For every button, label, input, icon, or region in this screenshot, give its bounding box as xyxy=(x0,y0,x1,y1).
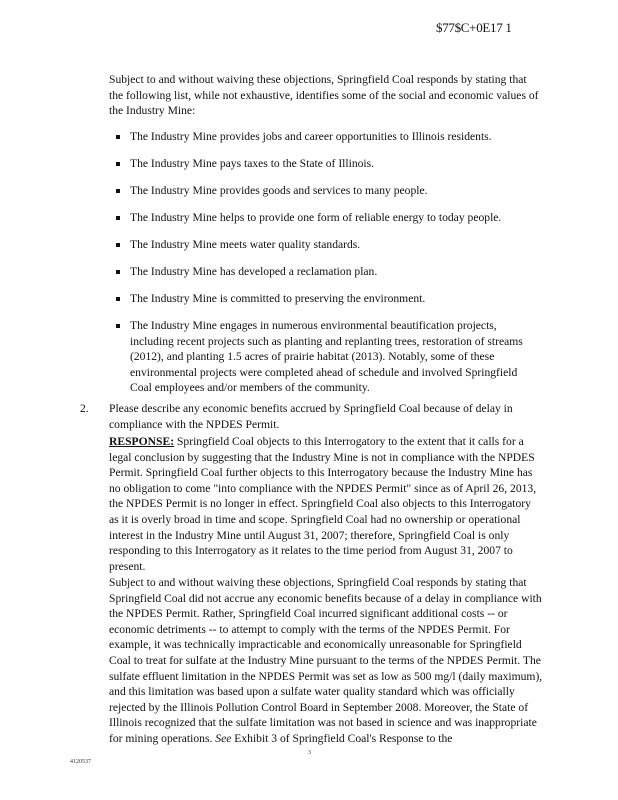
bullet-item xyxy=(130,264,542,280)
bullet-text: The Industry Mine provides goods and services to many people. xyxy=(130,184,428,197)
interrogatory-question: Please describe any economic benefits accrued by Springfield Coal because of delay in compliance with the NPDES Permit. xyxy=(109,402,513,431)
subject-paragraph xyxy=(109,575,543,747)
response-text: Springfield Coal objects to this Interrogatory to the extent that it calls for a legal conclusion by suggesting that the Industry Mine is not in compliance with the NPDES Permit. Springfield Coal further objects to this Interrogatory because the Industry Mine has no obligation to come "into compliance with the NPDES Permit" since as of April 26, 2013, the NPDES Permit is no longer in effect. Springfield Coal also objects to this Interrogatory as it is overly broad in time and scope. Springfield Coal had no ownership or operational interest in the Industry Mine until August 31, 2007; therefore, Springfield Coal is only responding to this Interrogatory as it relates to the time period from August 31, 2007 to present. xyxy=(109,435,537,573)
bullet-text: The Industry Mine is committed to preserving the environment. xyxy=(130,292,426,305)
see-signal: See xyxy=(215,731,232,745)
bullet-item xyxy=(130,318,542,396)
response-paragraph xyxy=(109,434,543,574)
bullet-item xyxy=(130,237,542,253)
bullet-icon xyxy=(116,270,120,274)
bullet-item xyxy=(130,210,542,226)
footer-id: 4120537 xyxy=(70,759,91,765)
bullet-icon xyxy=(116,297,120,301)
subject-text-cont: Exhibit 3 of Springfield Coal's Response to the xyxy=(234,731,453,745)
intro-paragraph: Subject to and without waiving these objections, Springfield Coal responds by stating that the following list, while not exhaustive, identifies some of the social and economic values of the Industry Mine: xyxy=(109,73,539,118)
bullet-item xyxy=(130,183,542,199)
response-label: RESPONSE: xyxy=(109,435,175,448)
document-code: $77$C+0E17 1 xyxy=(436,20,512,35)
bullet-text: The Industry Mine meets water quality standards. xyxy=(130,238,361,251)
page-number: 3 xyxy=(308,750,311,756)
bullet-item xyxy=(130,129,542,145)
bullet-item xyxy=(130,156,542,172)
bullet-icon xyxy=(116,324,120,328)
bullet-icon xyxy=(116,135,120,139)
bullet-text: The Industry Mine has developed a reclamation plan. xyxy=(130,265,378,278)
bullet-icon xyxy=(116,162,120,166)
bullet-icon xyxy=(116,243,120,247)
bullet-text: The Industry Mine provides jobs and career opportunities to Illinois residents. xyxy=(130,130,492,143)
bullet-icon xyxy=(116,216,120,220)
bullet-text: The Industry Mine pays taxes to the State of Illinois. xyxy=(130,157,375,170)
item-number: 2. xyxy=(80,402,89,415)
subject-text: Subject to and without waiving these objections, Springfield Coal responds by stating that Springfield Coal did not accrue any economic benefits because of a delay in compliance with the NPDES Permit. Rather, Springfield Coal incurred significant additional costs -- or economic detriments -- to attempt to comply with the terms of the NPDES Permit. For example, it was technically impracticable and economically unreasonable for Springfield Coal to treat for sulfate at the Industry Mine pursuant to the terms of the NPDES Permit. The sulfate effluent limitation in the NPDES Permit was set as low as 500 mg/l (daily maximum), and this limitation was based upon a sulfate water quality standard which was officially rejected by the Illinois Pollution Control Board in September 2008. Moreover, the State of Illinois recognized that the sulfate limitation was not based in science and was inappropriate for mining operations. xyxy=(109,576,543,745)
bullet-text: The Industry Mine engages in numerous environmental beautification projects, including recent projects such as planting and replanting trees, restoration of streams (2012), and planting 1.5 acres of prairie habitat (2013). Notably, some of these environmental projects were completed ahead of schedule and involved Springfield Coal employees and/or members of the community. xyxy=(130,319,523,395)
bullet-text: The Industry Mine helps to provide one form of reliable energy to today people. xyxy=(130,211,502,224)
bullet-icon xyxy=(116,189,120,193)
bullet-item xyxy=(130,291,542,307)
